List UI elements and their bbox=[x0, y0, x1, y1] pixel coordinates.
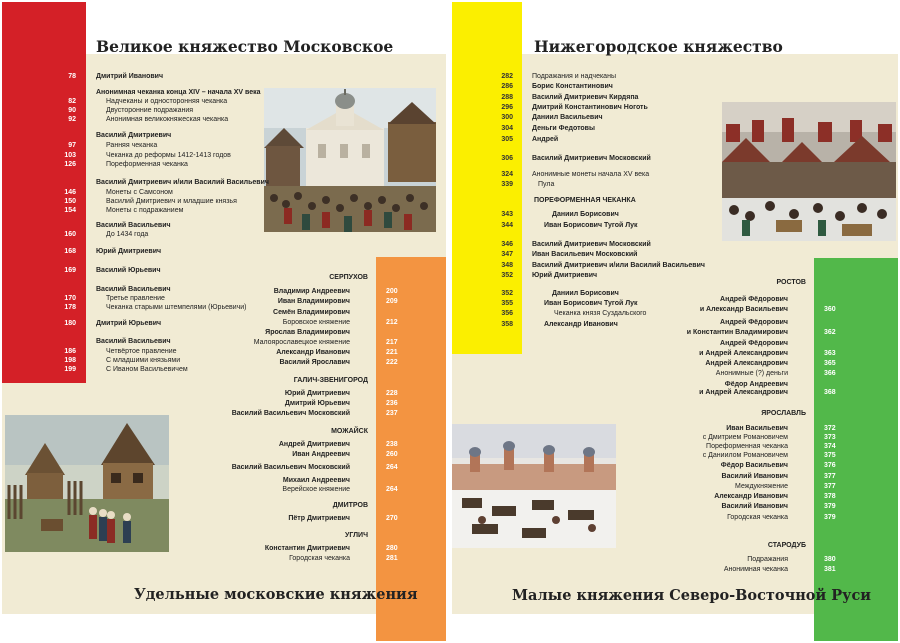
page-number: 146 bbox=[64, 189, 76, 196]
ruler-entry: Семён Владимирович bbox=[273, 309, 350, 316]
page-number: 343 bbox=[501, 211, 513, 218]
ruler-entry: Иван Андреевич bbox=[292, 451, 350, 458]
ruler-entry: и Константин Владимирович bbox=[686, 329, 788, 336]
page-number: 260 bbox=[386, 451, 398, 458]
ruler-entry: Василий Дмитриевич Московский bbox=[532, 241, 651, 248]
ruler-entry: Городская чеканка bbox=[727, 514, 788, 521]
ruler-entry: Андрей bbox=[532, 136, 559, 143]
left-page-title: Великое княжество Московское bbox=[96, 37, 394, 56]
ruler-entry: и Андрей Александрович bbox=[699, 389, 788, 396]
page-number: 347 bbox=[501, 251, 513, 258]
page-number: 236 bbox=[386, 400, 398, 407]
right-page-subtitle: Малые княжения Северо-Восточной Руси bbox=[512, 587, 872, 604]
ruler-entry: Фёдор Васильевич bbox=[720, 462, 788, 469]
page-number: 372 bbox=[824, 425, 836, 432]
ruler-entry: Даниил Васильевич bbox=[532, 114, 603, 121]
page-number: 78 bbox=[68, 73, 76, 80]
page-number: 346 bbox=[501, 241, 513, 248]
ruler-entry: Деньги Федотовы bbox=[532, 125, 595, 132]
section-heading: ПОРЕФОРМЕННАЯ ЧЕКАНКА bbox=[534, 197, 636, 204]
left-page bbox=[2, 2, 446, 614]
ruler-entry: Подражания bbox=[747, 556, 788, 563]
page-number: 238 bbox=[386, 441, 398, 448]
ruler-entry: Анонимные монеты начала XV века bbox=[532, 171, 650, 178]
ruler-entry: Василий Дмитриевич Московский bbox=[532, 155, 651, 162]
page-number: 304 bbox=[501, 125, 513, 132]
ruler-entry: Василий Васильевич Московский bbox=[231, 464, 350, 471]
page-number: 150 bbox=[64, 198, 76, 205]
page-number: 366 bbox=[824, 370, 836, 377]
ruler-entry: Александр Иванович bbox=[544, 321, 618, 328]
page-number: 377 bbox=[824, 473, 836, 480]
ruler-entry: Василий Дмитриевич и/или Василий Васильевич bbox=[532, 262, 705, 269]
ruler-entry: Пореформенная чеканка bbox=[706, 443, 788, 450]
nizhny-painting bbox=[722, 102, 896, 241]
ruler-entry: Малоярославецкое княжение bbox=[253, 339, 350, 346]
ruler-entry: Ярослав Владимирович bbox=[265, 329, 350, 336]
ruler-entry: Дмитрий Иванович bbox=[96, 73, 164, 80]
ruler-entry: Василий Иванович bbox=[721, 473, 788, 480]
page-number: 286 bbox=[501, 83, 513, 90]
ruler-entry: Александр Иванович bbox=[276, 349, 350, 356]
ruler-entry: Чеканка до реформы 1412-1413 годов bbox=[106, 152, 231, 159]
ruler-entry: Анонимные (?) деньги bbox=[715, 370, 788, 377]
ruler-entry: Василий Ярославич bbox=[279, 359, 350, 366]
page-number: 90 bbox=[68, 107, 76, 114]
ruler-entry: Василий Юрьевич bbox=[96, 267, 161, 274]
ruler-entry: и Андрей Александрович bbox=[699, 350, 788, 357]
ruler-entry: Василий Васильевич bbox=[96, 338, 171, 345]
page-number: 358 bbox=[501, 321, 513, 328]
ruler-entry: Двусторонние подражания bbox=[106, 107, 194, 114]
ruler-entry: Александр Иванович bbox=[714, 493, 788, 500]
page-number: 281 bbox=[386, 555, 398, 562]
page-number: 170 bbox=[64, 295, 76, 302]
page-number: 198 bbox=[64, 357, 76, 364]
page-number: 376 bbox=[824, 462, 836, 469]
ruler-entry: Юрий Дмитриевич bbox=[284, 390, 350, 397]
ruler-entry: Андрей Фёдорович bbox=[720, 296, 788, 303]
page-number: 97 bbox=[68, 142, 76, 149]
page-number: 264 bbox=[386, 464, 398, 471]
page-number: 82 bbox=[68, 98, 76, 105]
page-number: 154 bbox=[64, 207, 76, 214]
ruler-entry: Борис Константинович bbox=[532, 83, 613, 90]
ruler-entry: Дмитрий Юрьевич bbox=[284, 400, 350, 407]
page-number: 348 bbox=[501, 262, 513, 269]
ruler-entry: Даниил Борисович bbox=[552, 211, 619, 218]
ruler-entry: и Александр Васильевич bbox=[699, 306, 788, 313]
ruler-entry: Иван Борисович Тугой Лук bbox=[544, 222, 638, 229]
right-page bbox=[452, 2, 898, 614]
right-page-title: Нижегородское княжество bbox=[534, 37, 783, 56]
ruler-entry: Пореформенная чеканка bbox=[106, 161, 188, 168]
page-number: 379 bbox=[824, 503, 836, 510]
ruler-entry: Василий Дмитриевич и младшие князья bbox=[106, 198, 237, 205]
page-number: 306 bbox=[501, 155, 513, 162]
ruler-entry: Константин Дмитриевич bbox=[264, 545, 350, 552]
page-number: 237 bbox=[386, 410, 398, 417]
ruler-entry: Дмитрий Константинович Ноготь bbox=[532, 104, 648, 111]
page-number: 339 bbox=[501, 181, 513, 188]
page-number: 381 bbox=[824, 566, 836, 573]
ruler-entry: Монеты с Самсоном bbox=[106, 189, 173, 196]
ruler-entry: Михаил Андреевич bbox=[282, 477, 350, 484]
page-number: 379 bbox=[824, 514, 836, 521]
ruler-entry: Юрий Дмитриевич bbox=[96, 248, 162, 255]
page-number: 270 bbox=[386, 515, 398, 522]
page-number: 92 bbox=[68, 116, 76, 123]
ruler-entry: Третье правление bbox=[106, 295, 165, 302]
page-number: 103 bbox=[64, 152, 76, 159]
page-number: 324 bbox=[501, 171, 513, 178]
ruler-entry: Боровское княжение bbox=[282, 319, 350, 326]
page-number: 352 bbox=[501, 290, 513, 297]
ruler-entry: Василий Дмитриевич bbox=[96, 132, 172, 139]
ruler-entry: Ранняя чеканка bbox=[106, 142, 158, 149]
ruler-entry: Анонимная чеканка конца XIV – начала XV века bbox=[96, 89, 261, 96]
ruler-entry: Андрей Фёдорович bbox=[720, 340, 788, 347]
page-number: 380 bbox=[824, 556, 836, 563]
page-number: 212 bbox=[386, 319, 398, 326]
page-number: 217 bbox=[386, 339, 398, 346]
ruler-entry: Четвёртое правление bbox=[106, 348, 177, 355]
page-number: 355 bbox=[501, 300, 513, 307]
page-number: 199 bbox=[64, 366, 76, 373]
ruler-entry: Андрей Александрович bbox=[705, 360, 788, 367]
ruler-entry: Пётр Дмитриевич bbox=[288, 515, 350, 522]
ruler-entry: Иван Васильевич bbox=[726, 425, 788, 432]
ruler-entry: Чеканка старыми штемпелями (Юрьевичи) bbox=[106, 304, 247, 311]
page-number: 363 bbox=[824, 350, 836, 357]
page-number: 228 bbox=[386, 390, 398, 397]
page-number: 200 bbox=[386, 288, 398, 295]
ruler-entry: Иван Владимирович bbox=[277, 298, 350, 305]
page-number: 280 bbox=[386, 545, 398, 552]
ruler-entry: Андрей Фёдорович bbox=[720, 319, 788, 326]
page-number: 160 bbox=[64, 231, 76, 238]
section-heading: УГЛИЧ bbox=[344, 532, 368, 539]
page-number: 362 bbox=[824, 329, 836, 336]
section-heading: СЕРПУХОВ bbox=[329, 274, 368, 281]
ruler-entry: Андрей Дмитриевич bbox=[278, 441, 350, 448]
orange-band bbox=[376, 257, 446, 641]
page-number: 288 bbox=[501, 94, 513, 101]
ruler-entry: Иван Васильевич Московский bbox=[532, 251, 638, 258]
udel-painting bbox=[5, 415, 169, 552]
ruler-entry: Междукняжение bbox=[735, 483, 788, 490]
ruler-entry: Фёдор Андреевич bbox=[724, 381, 788, 388]
page-number: 169 bbox=[64, 267, 76, 274]
page-number: 352 bbox=[501, 272, 513, 279]
page-number: 126 bbox=[64, 161, 76, 168]
ruler-entry: Василий Васильевич Московский bbox=[231, 410, 350, 417]
ruler-entry: До 1434 года bbox=[106, 231, 149, 238]
ruler-entry: С Иваном Васильевичем bbox=[106, 366, 188, 373]
page-number: 180 bbox=[64, 320, 76, 327]
rostov-painting bbox=[452, 424, 616, 548]
ruler-entry: Чеканка князя Суздальского bbox=[554, 310, 647, 317]
ruler-entry: Даниил Борисович bbox=[552, 290, 619, 297]
page-number: 168 bbox=[64, 248, 76, 255]
section-heading: ДМИТРОВ bbox=[332, 502, 368, 509]
page-number: 296 bbox=[501, 104, 513, 111]
ruler-entry: Монеты с подражанием bbox=[106, 207, 184, 214]
section-heading: ГАЛИЧ-ЗВЕНИГОРОД bbox=[293, 377, 368, 384]
page-number: 373 bbox=[824, 434, 836, 441]
section-heading: ЯРОСЛАВЛЬ bbox=[761, 410, 806, 417]
ruler-entry: Дмитрий Юрьевич bbox=[96, 320, 162, 327]
moscow-painting bbox=[264, 88, 436, 232]
section-heading: СТАРОДУБ bbox=[767, 542, 806, 549]
page-number: 222 bbox=[386, 359, 398, 366]
ruler-entry: Василий Васильевич bbox=[96, 286, 171, 293]
ruler-entry: Владимир Андреевич bbox=[273, 288, 350, 295]
page-number: 264 bbox=[386, 486, 398, 493]
page-number: 305 bbox=[501, 136, 513, 143]
page-number: 344 bbox=[501, 222, 513, 229]
page-number: 221 bbox=[386, 349, 398, 356]
left-page-subtitle: Удельные московские княжения bbox=[134, 586, 418, 603]
ruler-entry: Верейское княжение bbox=[282, 486, 350, 493]
ruler-entry: с Дмитрием Романовичем bbox=[702, 434, 788, 441]
page-number: 209 bbox=[386, 298, 398, 305]
ruler-entry: Василий Дмитриевич Кирдяпа bbox=[532, 94, 639, 101]
ruler-entry: С младшими князьями bbox=[106, 357, 181, 364]
ruler-entry: Василий Иванович bbox=[721, 503, 788, 510]
page-number: 282 bbox=[501, 73, 513, 80]
ruler-entry: Анонимная великокняжеская чеканка bbox=[106, 116, 229, 123]
ruler-entry: с Даниилом Романовичем bbox=[702, 452, 788, 459]
ruler-entry: Василий Васильевич bbox=[96, 222, 171, 229]
ruler-entry: Пула bbox=[538, 181, 555, 188]
page-number: 377 bbox=[824, 483, 836, 490]
ruler-entry: Анонимная чеканка bbox=[723, 566, 788, 573]
ruler-entry: Городская чеканка bbox=[289, 555, 350, 562]
ruler-entry: Подражания и надчеканы bbox=[532, 73, 616, 80]
page-number: 186 bbox=[64, 348, 76, 355]
page-number: 375 bbox=[824, 452, 836, 459]
page-number: 178 bbox=[64, 304, 76, 311]
page-number: 360 bbox=[824, 306, 836, 313]
ruler-entry: Иван Борисович Тугой Лук bbox=[544, 300, 638, 307]
page-number: 365 bbox=[824, 360, 836, 367]
section-heading: РОСТОВ bbox=[776, 279, 806, 286]
page-number: 368 bbox=[824, 389, 836, 396]
section-heading: МОЖАЙСК bbox=[331, 428, 368, 435]
page-number: 374 bbox=[824, 443, 836, 450]
ruler-entry: Василий Дмитриевич и/или Василий Васильевич bbox=[96, 179, 269, 186]
ruler-entry: Надчеканы и односторонняя чеканка bbox=[106, 98, 228, 105]
page-number: 356 bbox=[501, 310, 513, 317]
ruler-entry: Юрий Дмитриевич bbox=[532, 272, 598, 279]
page-number: 300 bbox=[501, 114, 513, 121]
page-number: 378 bbox=[824, 493, 836, 500]
